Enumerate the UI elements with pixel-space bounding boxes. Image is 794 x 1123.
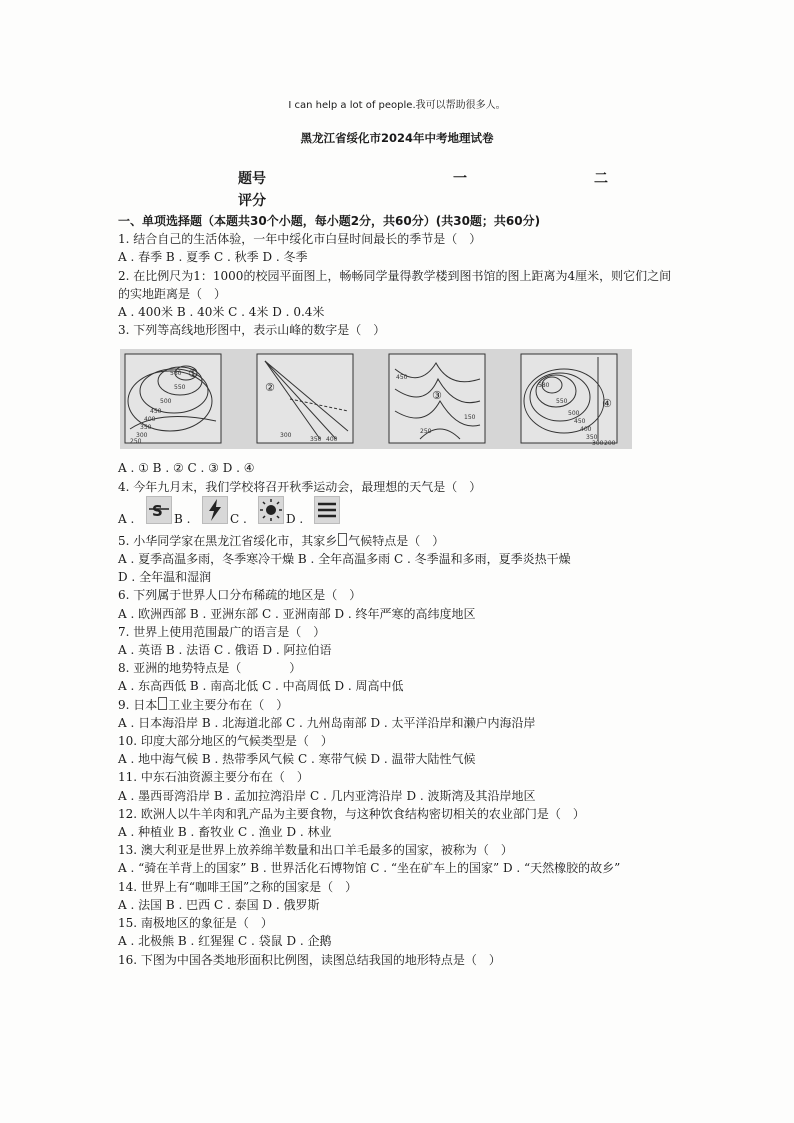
score-header-label: 题号 — [238, 171, 266, 187]
question-7: 7. 世界上使用范围最广的语言是（ ） — [118, 624, 326, 639]
contour-label: 550 — [174, 384, 186, 392]
contour-label: 500 — [568, 410, 580, 418]
contour-label: 550 — [556, 398, 568, 406]
question-1: 1. 结合自己的生活体验，一年中绥化市白昼时间最长的季节是（ ） — [118, 232, 482, 247]
contour-label: 400 — [326, 436, 338, 444]
score-col-2: 二 — [594, 171, 608, 187]
map-mark-4: ④ — [602, 397, 612, 411]
contour-label: 300 — [592, 440, 604, 448]
question-10: 10. 印度大部分地区的气候类型是（ ） — [118, 734, 333, 749]
motto: I can help a lot of people.我可以帮助很多人。 — [288, 100, 506, 111]
missing-glyph-icon — [158, 697, 167, 710]
question-9-part2: 工业主要分布在（ ） — [168, 697, 289, 712]
question-16: 16. 下图为中国各类地形面积比例图，读图总结我国的地形特点是（ ） — [118, 952, 501, 967]
question-list — [118, 212, 678, 969]
question-5-part1: 5. 小华同学家在黑龙江省绥化市，其家乡 — [118, 533, 338, 548]
question-4-options — [118, 496, 678, 532]
question-15-options: A . 北极熊 B . 红猩猩 C . 袋鼠 D . 企鹅 — [118, 934, 332, 949]
option-d-label: D . — [286, 511, 304, 526]
contour-label: 350 — [310, 436, 322, 444]
option-c-label: C . — [230, 511, 247, 526]
contour-label: 450 — [574, 418, 586, 426]
contour-label: 250 — [130, 438, 142, 446]
score-col-1: 一 — [453, 171, 467, 187]
missing-glyph-icon — [338, 533, 347, 546]
question-13: 13. 澳大利亚是世界上放养绵羊数量和出口羊毛最多的国家，被称为（ ） — [118, 843, 513, 858]
question-5-options: A . 夏季高温多雨，冬季寒冷干燥 B . 全年高温多雨 C . 冬季温和多雨，夏季炎热干燥 — [118, 552, 571, 567]
question-4: 4. 今年九月末，我们学校将召开秋季运动会，最理想的天气是（ ） — [118, 479, 482, 494]
section-heading: 一、单项选择题（本题共30个小题，每小题2分，共60分）(共30题；共60分) — [118, 214, 541, 228]
contour-label: 150 — [464, 414, 476, 422]
question-9-options: A . 日本海沿岸 B . 北海道北部 C . 九州岛南部 D . 太平洋沿岸和濑户内海沿岸 — [118, 715, 536, 730]
score-table — [238, 168, 638, 210]
question-2: 2. 在比例尺为1：1000的校园平面图上，畅畅同学量得教学楼到图书馆的图上距离为4厘米，则它们之间的实地距离是（ ） — [118, 268, 672, 301]
option-b-label: B . — [174, 511, 191, 526]
question-7-options: A . 英语 B . 法语 C . 俄语 D . 阿拉伯语 — [118, 643, 332, 658]
question-14-options: A . 法国 B . 巴西 C . 泰国 D . 俄罗斯 — [118, 897, 320, 912]
question-11-options: A . 墨西哥湾沿岸 B . 孟加拉湾沿岸 C . 几内亚湾沿岸 D . 波斯湾及其沿岸地区 — [118, 788, 536, 803]
question-11: 11. 中东石油资源主要分布在（ ） — [118, 770, 309, 785]
contour-label: 500 — [160, 398, 172, 406]
contour-label: 450 — [150, 408, 162, 416]
question-12: 12. 欧洲人以牛羊肉和乳产品为主要食物，与这种饮食结构密切相关的农业部门是（ ） — [118, 806, 585, 821]
score-row-label: 评分 — [238, 193, 266, 209]
fog-icon — [314, 496, 340, 524]
contour-label: 300 — [136, 432, 148, 440]
question-5-part2: 气候特点是（ ） — [348, 533, 445, 548]
question-3-options: A . ① B . ② C . ③ D . ④ — [118, 461, 255, 476]
contour-label: 350 — [586, 434, 598, 442]
question-5 — [118, 532, 678, 550]
question-14: 14. 世界上有“咖啡王国”之称的国家是（ ） — [118, 879, 358, 894]
svg-text:S: S — [152, 501, 163, 520]
question-13-options: A . “骑在羊背上的国家” B . 世界活化石博物馆 C . “坐在矿车上的国家” D . “天然橡胶的故乡” — [118, 861, 621, 876]
question-5-options-cont: D . 全年温和湿润 — [118, 570, 212, 585]
contour-label: 560 — [170, 370, 182, 378]
map-mark-2: ② — [265, 381, 275, 395]
sunny-icon — [258, 496, 284, 524]
sandstorm-icon — [146, 496, 172, 524]
question-9 — [118, 696, 678, 714]
map-mark-3: ③ — [432, 389, 442, 403]
option-a-label: A . — [118, 511, 135, 526]
contour-label: 250 — [420, 428, 432, 436]
question-8-options: A . 东高西低 B . 南高北低 C . 中高周低 D . 周高中低 — [118, 679, 404, 694]
question-6: 6. 下列属于世界人口分布稀疏的地区是（ ） — [118, 588, 362, 603]
question-15: 15. 南极地区的象征是（ ） — [118, 916, 273, 931]
map-mark-1: ① — [188, 367, 198, 381]
contour-label: 400 — [144, 416, 156, 424]
question-9-part1: 9. 日本 — [118, 697, 158, 712]
question-8: 8. 亚洲的地势特点是（ ） — [118, 661, 302, 676]
question-10-options: A . 地中海气候 B . 热带季风气候 C . 寒带气候 D . 温带大陆性气候 — [118, 752, 476, 767]
contour-map-figure — [120, 349, 632, 449]
question-2-options: A . 400米 B . 40米 C . 4米 D . 0.4米 — [118, 305, 325, 320]
question-6-options: A . 欧洲西部 B . 亚洲东部 C . 亚洲南部 D . 终年严寒的高纬度地区 — [118, 606, 476, 621]
contour-maps — [120, 349, 632, 449]
contour-label: 200 — [604, 440, 616, 448]
page-title: 黑龙江省绥化市2024年中考地理试卷 — [300, 131, 494, 145]
contour-label: 450 — [396, 374, 408, 382]
contour-label: 300 — [280, 432, 292, 440]
contour-label: 580 — [538, 382, 550, 390]
question-3: 3. 下列等高线地形图中，表示山峰的数字是（ ） — [118, 323, 386, 338]
thunderstorm-icon — [202, 496, 228, 524]
contour-label: 350 — [140, 424, 152, 432]
question-12-options: A . 种植业 B . 畜牧业 C . 渔业 D . 林业 — [118, 825, 332, 840]
contour-label: 400 — [580, 426, 592, 434]
question-1-options: A . 春季 B . 夏季 C . 秋季 D . 冬季 — [118, 250, 308, 265]
